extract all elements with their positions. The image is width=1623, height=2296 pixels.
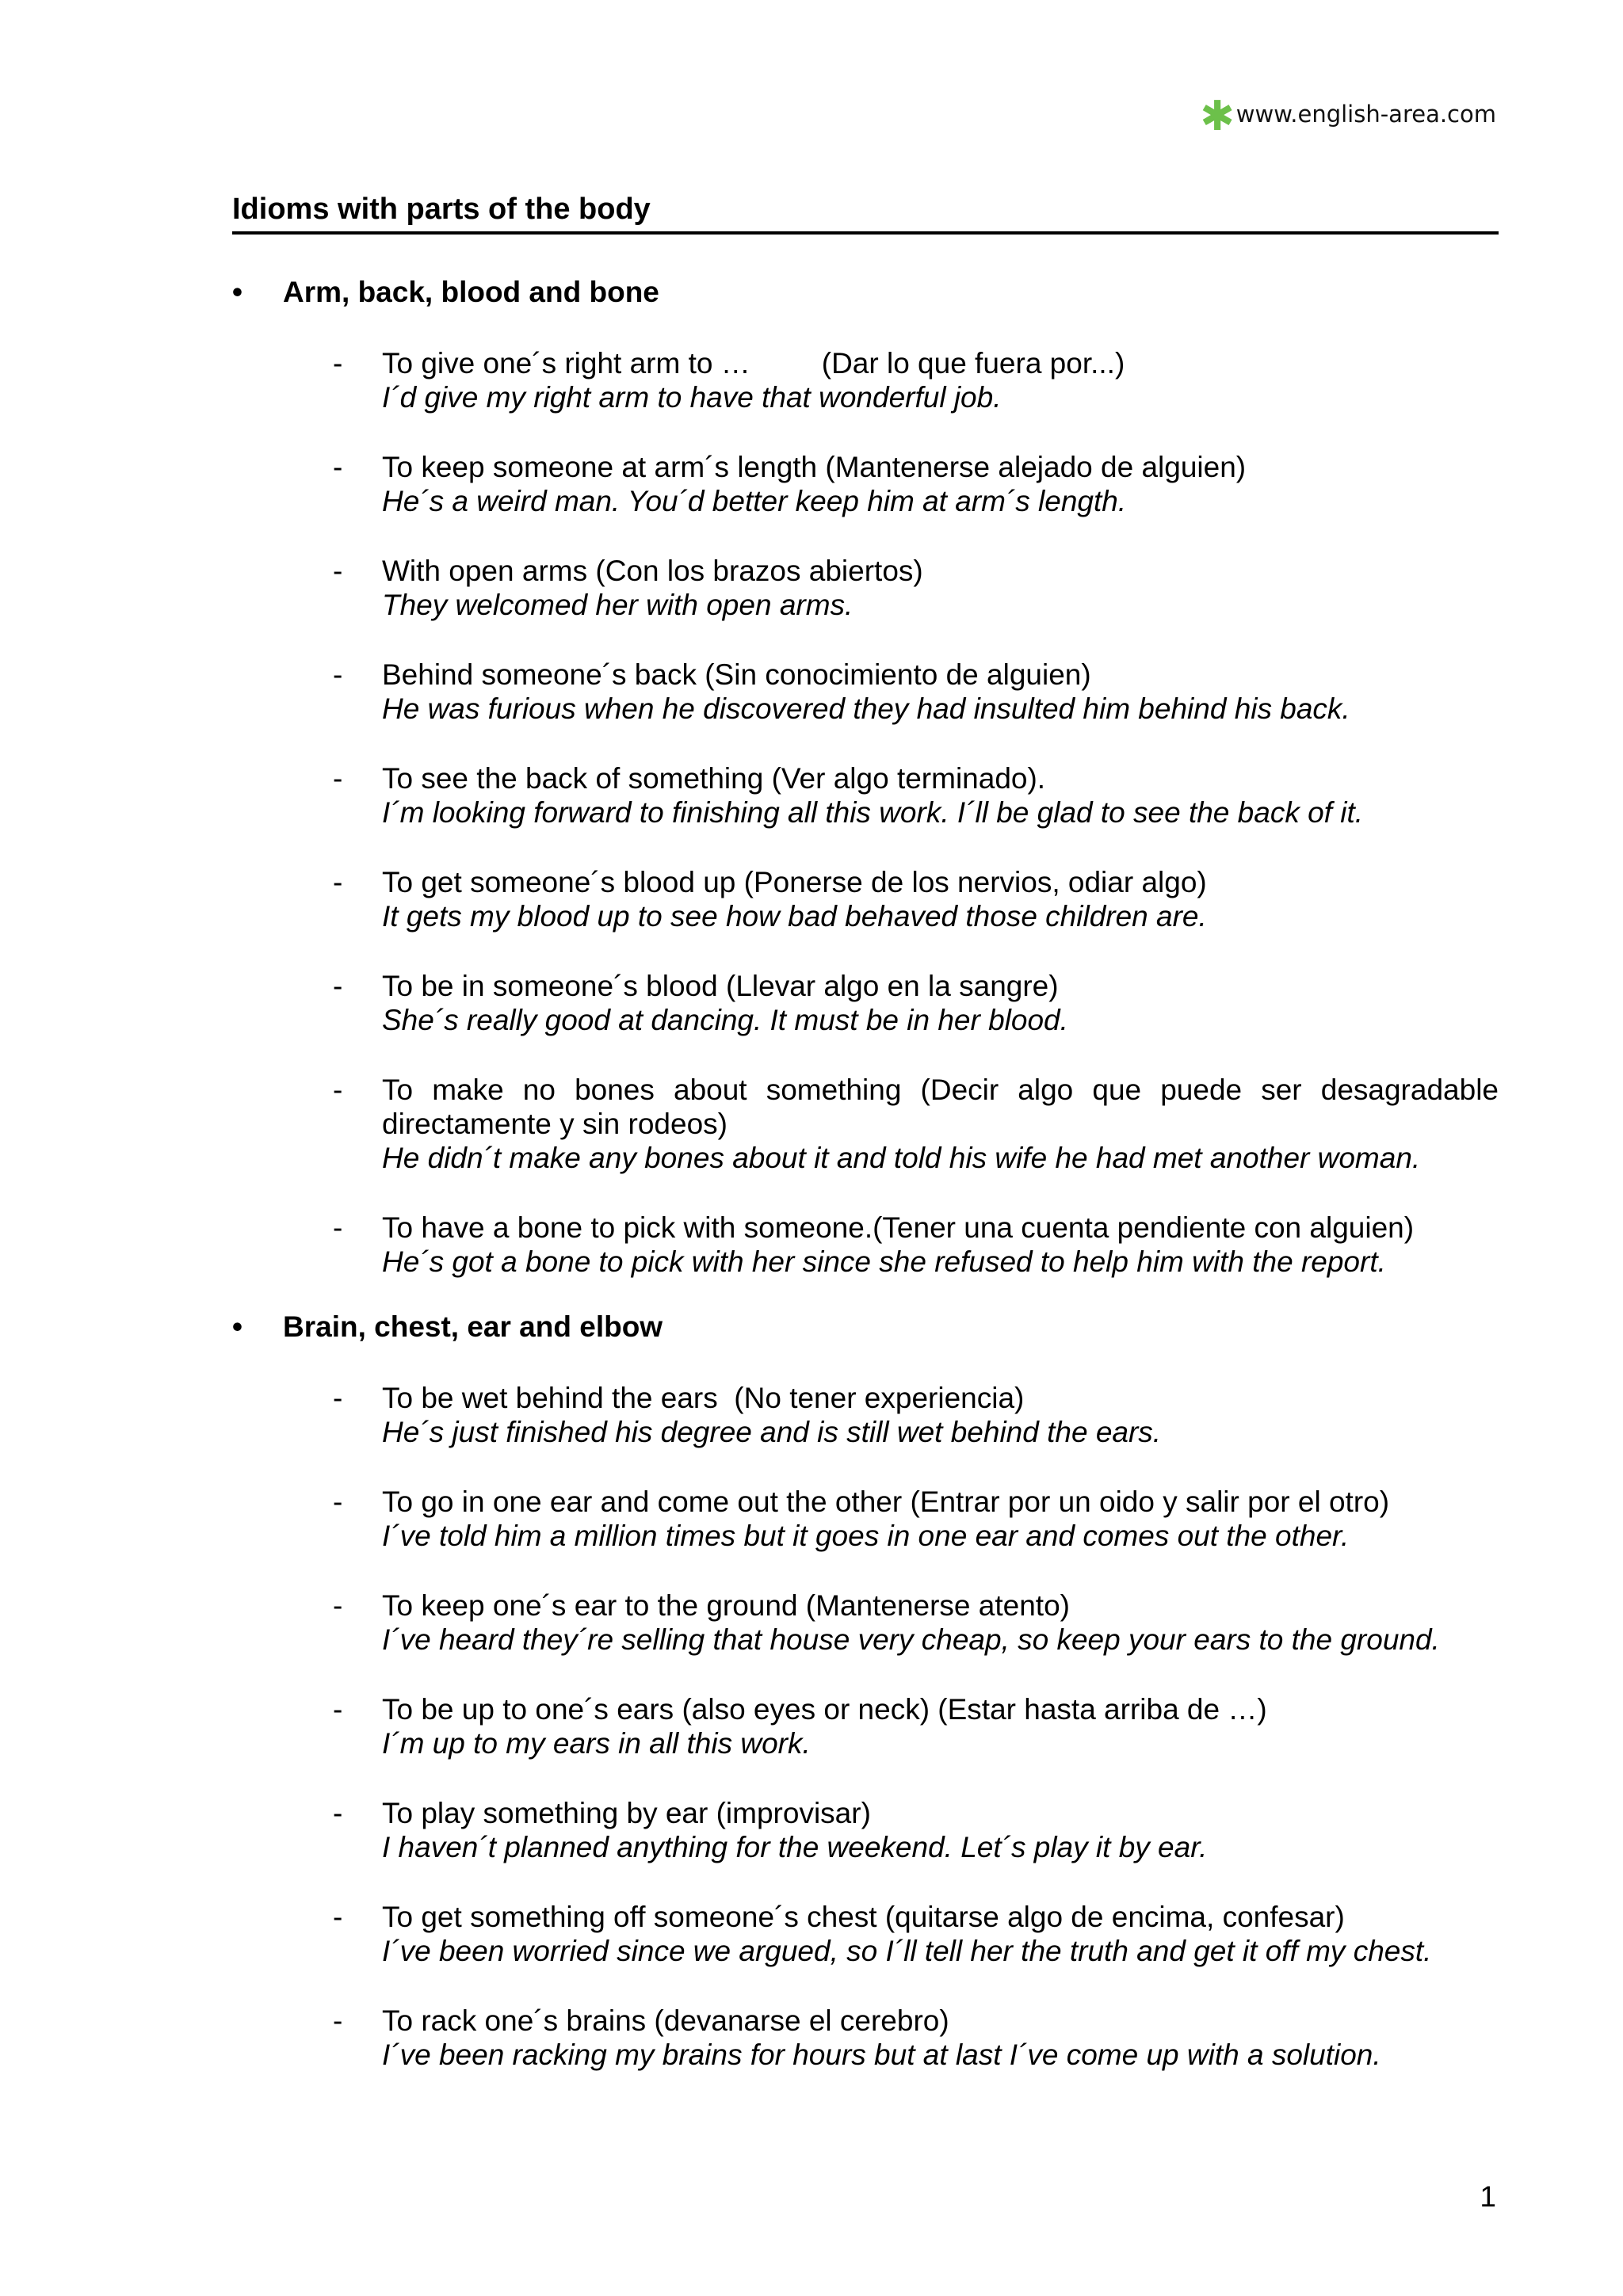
idiom-text: To be wet behind the ears (No tener experiencia) (382, 1382, 1025, 1414)
idiom-text: With open arms (Con los brazos abiertos) (382, 555, 923, 587)
idiom-text: To rack one´s brains (devanarse el cerebro) (382, 2004, 949, 2037)
idiom-item: - To be wet behind the ears (No tener experiencia) He´s just finished his degree and is still wet behind the ears. (333, 1381, 1499, 1449)
idiom-item: - To keep one´s ear to the ground (Mantenerse atento) I´ve heard they´re selling that house very cheap, so keep your ears to the ground. (333, 1589, 1499, 1657)
idiom-example: I´d give my right arm to have that wonderful job. (382, 381, 1002, 414)
idiom-text: To make no bones about something (Decir algo que puede ser desagradable directamente y sin rodeos) (382, 1074, 1499, 1140)
green-asterisk-icon: ✱ (1200, 93, 1235, 140)
idiom-item: - To be in someone´s blood (Llevar algo en la sangre) She´s really good at dancing. It must be in her blood. (333, 969, 1499, 1037)
idiom-item: - Behind someone´s back (Sin conocimiento de alguien) He was furious when he discovered they had insulted him behind his back. (333, 658, 1499, 726)
idiom-item: - To give one´s right arm to … (Dar lo que fuera por...) I´d give my right arm to have that wonderful job. (333, 346, 1499, 414)
idiom-item: - To keep someone at arm´s length (Mantenerse alejado de alguien) He´s a weird man. You´d better keep him at arm´s length. (333, 450, 1499, 518)
idiom-example: I´m looking forward to finishing all this work. I´ll be glad to see the back of it. (382, 796, 1364, 829)
idiom-example: I´m up to my ears in all this work. (382, 1727, 811, 1760)
idiom-item: - To get someone´s blood up (Ponerse de los nervios, odiar algo) It gets my blood up to see how bad behaved those children are. (333, 865, 1499, 933)
bullet-icon: • (232, 276, 242, 308)
idiom-translation: (Dar lo que fuera por...) (821, 347, 1125, 379)
idiom-text: To keep someone at arm´s length (Mantenerse alejado de alguien) (382, 451, 1247, 483)
page-number: 1 (1480, 2180, 1496, 2213)
idiom-example: They welcomed her with open arms. (382, 589, 854, 621)
idiom-item: - To rack one´s brains (devanarse el cerebro) I´ve been racking my brains for hours but at last I´ve come up with a solution. (333, 2004, 1499, 2072)
bullet-icon: • (232, 1310, 242, 1343)
idiom-text: To keep one´s ear to the ground (Mantenerse atento) (382, 1589, 1070, 1622)
idiom-example: I´ve heard they´re selling that house very cheap, so keep your ears to the ground. (382, 1623, 1440, 1656)
idiom-item: - To have a bone to pick with someone.(Tener una cuenta pendiente con alguien) He´s got a bone to pick with her since she refused to help him with the report. (333, 1211, 1499, 1279)
idiom-item: - To make no bones about something (Decir algo que puede ser desagradable directamente y sin rodeos) He didn´t make any bones about it and told his wife he had met another woman. (333, 1074, 1499, 1174)
idiom-example: I´ve been worried since we argued, so I´ll tell her the truth and get it off my chest. (382, 1935, 1432, 1967)
idiom-example: She´s really good at dancing. It must be in her blood. (382, 1004, 1068, 1036)
page-title: Idioms with parts of the body (232, 193, 1499, 235)
idiom-item: - To go in one ear and come out the other (Entrar por un oido y salir por el otro) I´ve told him a million times but it goes in one ear and comes out the other. (333, 1485, 1499, 1553)
idiom-text: Behind someone´s back (Sin conocimiento de alguien) (382, 658, 1091, 691)
idiom-item: - To play something by ear (improvisar) I haven´t planned anything for the weekend. Let´s play it by ear. (333, 1796, 1499, 1864)
idiom-text: To get someone´s blood up (Ponerse de los nervios, odiar algo) (382, 866, 1207, 898)
idiom-text: To get something off someone´s chest (quitarse algo de encima, confesar) (382, 1901, 1345, 1933)
idiom-item: - To see the back of something (Ver algo terminado). I´m looking forward to finishing all this work. I´ll be glad to see the back of it. (333, 761, 1499, 830)
idiom-example: He was furious when he discovered they had insulted him behind his back. (382, 692, 1350, 725)
idiom-text: To go in one ear and come out the other (Entrar por un oido y salir por el otro) (382, 1486, 1390, 1518)
idiom-text: To see the back of something (Ver algo terminado). (382, 762, 1046, 795)
section-heading (232, 276, 659, 309)
section-heading-text: Brain, chest, ear and elbow (283, 1310, 663, 1343)
idiom-example: I´ve been racking my brains for hours but at last I´ve come up with a solution. (382, 2039, 1381, 2071)
idiom-item: - With open arms (Con los brazos abiertos) They welcomed her with open arms. (333, 554, 1499, 622)
site-url: www.english-area.com (1235, 101, 1496, 128)
idiom-example: He´s just finished his degree and is still wet behind the ears. (382, 1416, 1162, 1448)
idiom-item: - To get something off someone´s chest (quitarse algo de encima, confesar) I´ve been worried since we argued, so I´ll tell her the truth and get it off my chest. (333, 1900, 1499, 1968)
idiom-text: To be in someone´s blood (Llevar algo en la sangre) (382, 970, 1059, 1002)
section-heading (232, 1310, 663, 1344)
site-header (1200, 93, 1496, 140)
idiom-example: It gets my blood up to see how bad behaved those children are. (382, 900, 1207, 933)
idiom-text: To play something by ear (improvisar) (382, 1797, 871, 1829)
idiom-example: He´s got a bone to pick with her since she refused to help him with the report. (382, 1245, 1386, 1278)
idiom-text: To be up to one´s ears (also eyes or neck) (Estar hasta arriba de …) (382, 1693, 1267, 1726)
idiom-example: He didn´t make any bones about it and told his wife he had met another woman. (382, 1142, 1421, 1174)
section-heading-text: Arm, back, blood and bone (283, 276, 659, 308)
idiom-text: To have a bone to pick with someone.(Tener una cuenta pendiente con alguien) (382, 1211, 1415, 1244)
idiom-text: To give one´s right arm to … (382, 347, 750, 379)
idiom-example: He´s a weird man. You´d better keep him at arm´s length. (382, 485, 1127, 517)
idiom-example: I´ve told him a million times but it goes in one ear and comes out the other. (382, 1520, 1350, 1552)
idiom-example: I haven´t planned anything for the weekend. Let´s play it by ear. (382, 1831, 1208, 1863)
idiom-item: - To be up to one´s ears (also eyes or neck) (Estar hasta arriba de …) I´m up to my ears in all this work. (333, 1692, 1499, 1760)
